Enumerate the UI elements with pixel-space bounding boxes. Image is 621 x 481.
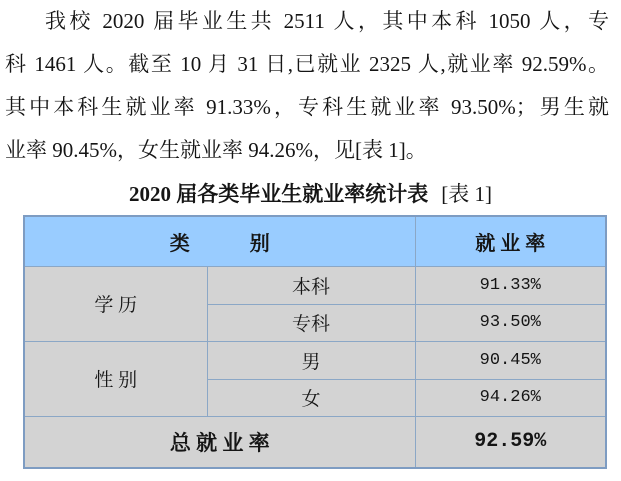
table-row [24, 341, 606, 379]
employment-rate-table [23, 215, 607, 469]
row-label-junior-college: 专科 [207, 304, 415, 341]
row-label-female: 女 [207, 379, 415, 416]
row-label-male: 男 [207, 341, 415, 379]
paragraph-line: 我校 2020 届毕业生共 2511 人，其中本科 1050 人，专 [45, 9, 609, 33]
table-title: 2020 届各类毕业生就业率统计表 [129, 182, 429, 206]
paragraph-line: 业率 90.45%，女生就业率 94.26%，见[表 1]。 [5, 138, 427, 162]
table-ref-label: [表 1] [441, 182, 492, 206]
table-caption [0, 180, 621, 208]
group-cell-education: 学 历 [24, 266, 207, 341]
table-row [24, 266, 606, 304]
row-value-male: 90.45% [415, 341, 606, 379]
row-value-junior-college: 93.50% [415, 304, 606, 341]
header-cell-category: 类 别 [24, 216, 415, 266]
group-cell-gender: 性 别 [24, 341, 207, 416]
table-total-row [24, 416, 606, 468]
total-label-cell: 总 就 业 率 [24, 416, 415, 468]
table-header-row [24, 216, 606, 266]
paragraph-line: 其中本科生就业率 91.33%，专科生就业率 93.50%；男生就 [5, 95, 609, 119]
row-value-undergraduate: 91.33% [415, 266, 606, 304]
header-cell-employment-rate: 就 业 率 [415, 216, 606, 266]
total-value-cell: 92.59% [415, 416, 606, 468]
paragraph-line: 科 1461 人。截至 10 月 31 日,已就业 2325 人,就业率 92.59%。 [5, 52, 609, 76]
row-label-undergraduate: 本科 [207, 266, 415, 304]
body-paragraph [5, 0, 609, 172]
row-value-female: 94.26% [415, 379, 606, 416]
